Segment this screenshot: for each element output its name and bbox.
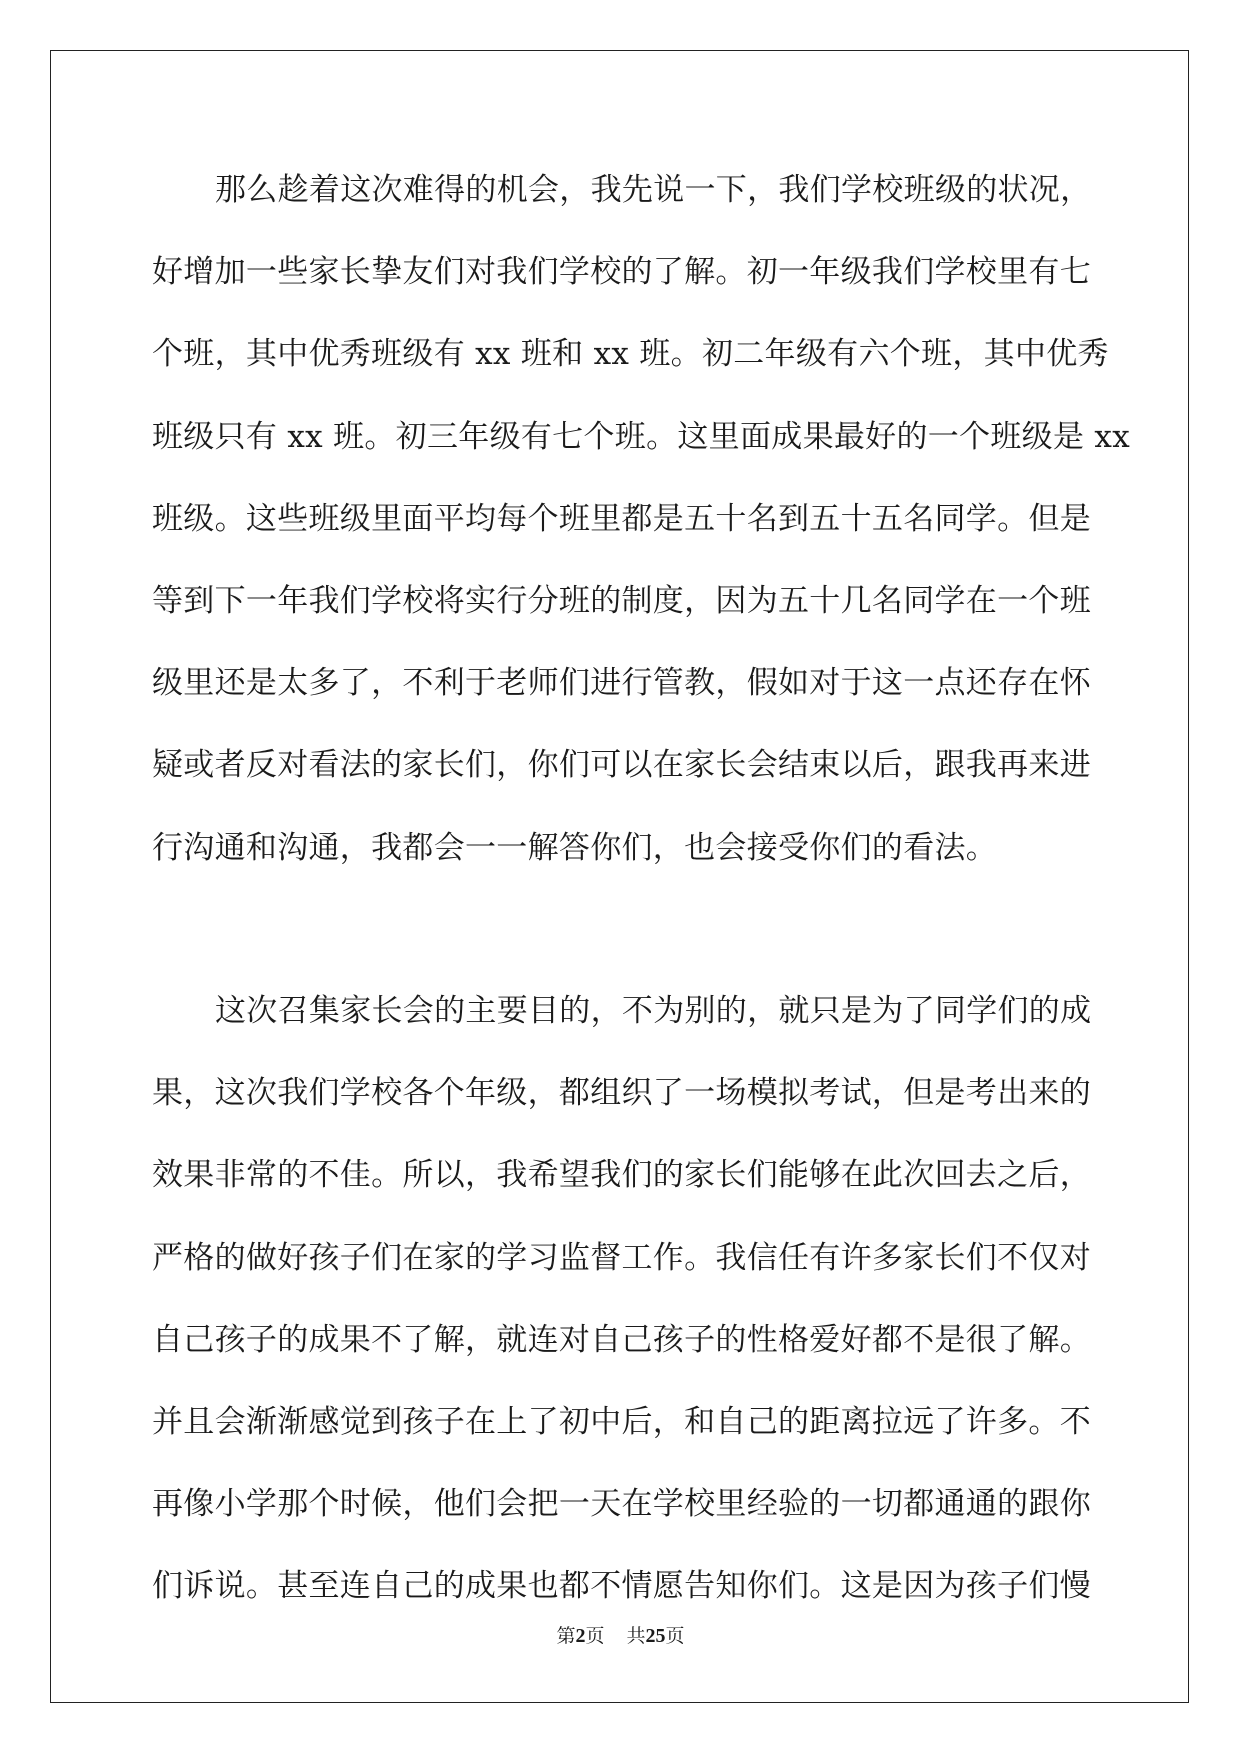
paragraph-line: 并且会渐渐感觉到孩子在上了初中后，和自己的距离拉远了许多。不 <box>152 1403 1091 1440</box>
page-number: 2 <box>575 1625 586 1647</box>
paragraph-1 <box>152 160 1130 900</box>
paragraph-line: 个班，其中优秀班级有 xx 班和 xx 班。初二年级有六个班，其中优秀 <box>152 336 1109 373</box>
paragraph-line: 班级。这些班级里面平均每个班里都是五十名到五十五名同学。但是 <box>152 500 1091 537</box>
paragraph-line: 级里还是太多了，不利于老师们进行管教，假如对于这一点还存在怀 <box>152 665 1091 702</box>
paragraph-line: 好增加一些家长挚友们对我们学校的了解。初一年级我们学校里有七 <box>152 254 1091 291</box>
paragraph-line: 等到下一年我们学校将实行分班的制度，因为五十几名同学在一个班 <box>152 582 1091 619</box>
paragraph-line: 们诉说。甚至连自己的成果也都不情愿告知你们。这是因为孩子们慢 <box>152 1568 1091 1605</box>
page-suffix: 页 <box>585 1625 605 1647</box>
paragraph-line: 行沟通和沟通，我都会一一解答你们，也会接受你们的看法。 <box>152 829 998 866</box>
paragraph-line: 严格的做好孩子们在家的学习监督工作。我信任有许多家长们不仅对 <box>152 1239 1091 1276</box>
paragraph-line: 那么趁着这次难得的机会，我先说一下，我们学校班级的状况， <box>215 172 1092 208</box>
paragraph-line: 这次召集家长会的主要目的，不为别的，就只是为了同学们的成 <box>215 993 1092 1029</box>
page-footer <box>0 1622 1241 1650</box>
paragraph-line: 自己孩子的成果不了解，就连对自己孩子的性格爱好都不是很了解。 <box>152 1321 1091 1358</box>
total-suffix: 页 <box>665 1625 685 1647</box>
paragraph-2 <box>152 981 1090 1639</box>
total-prefix: 共 <box>626 1625 646 1647</box>
paragraph-line: 疑或者反对看法的家长们，你们可以在家长会结束以后，跟我再来进 <box>152 747 1091 784</box>
paragraph-line: 班级只有 xx 班。初三年级有七个班。这里面成果最好的一个班级是 xx <box>152 418 1130 455</box>
paragraph-line: 效果非常的不佳。所以，我希望我们的家长们能够在此次回去之后， <box>152 1157 1091 1194</box>
paragraph-line: 果，这次我们学校各个年级，都组织了一场模拟考试，但是考出来的 <box>152 1075 1091 1112</box>
total-pages: 25 <box>645 1625 666 1647</box>
paragraph-line: 再像小学那个时候，他们会把一天在学校里经验的一切都通通的跟你 <box>152 1486 1091 1523</box>
page-prefix: 第 <box>556 1625 576 1647</box>
